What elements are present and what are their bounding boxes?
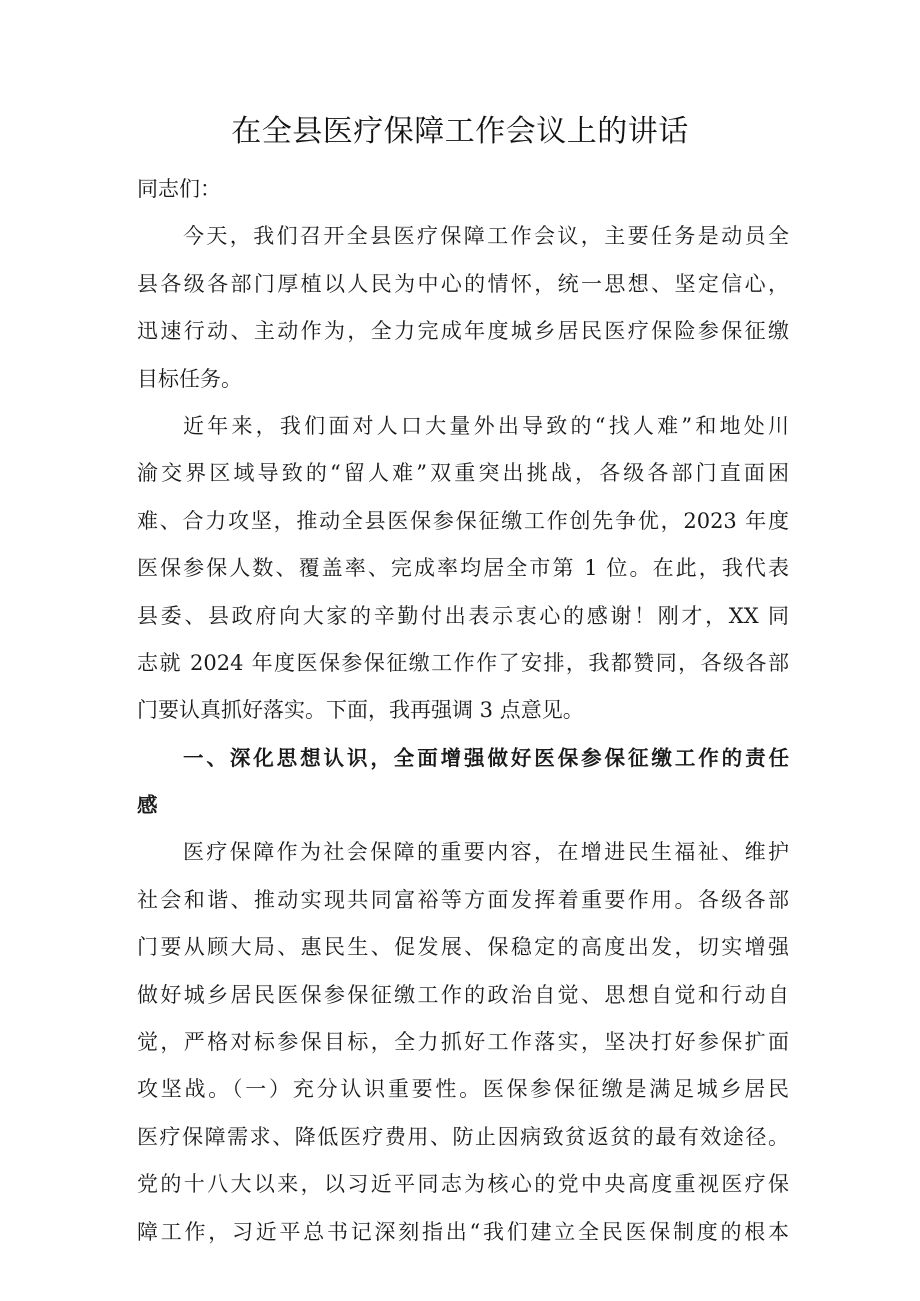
paragraph-line: 迅速行动、主动作为，全力完成年度城乡居民医疗保险参保征缴	[137, 319, 789, 344]
paragraph-line: 目标任务。	[137, 366, 242, 391]
paragraph-line: 障工作，习近平总书记深刻指出“我们建立全民医保制度的根本	[137, 1219, 789, 1244]
paragraph-line: 社会和谐、推动实现共同富裕等方面发挥着重要作用。各级各部	[137, 887, 789, 912]
paragraph-line: 医疗保障需求、降低医疗费用、防止因病致贫返贫的最有效途径。	[137, 1124, 789, 1149]
paragraph-line: 门要认真抓好落实。下面，我再强调 3 点意见。	[137, 698, 584, 723]
paragraph-line: 党的十八大以来，以习近平同志为核心的党中央高度重视医疗保	[137, 1172, 789, 1197]
paragraph-line: 县各级各部门厚植以人民为中心的情怀，统一思想、坚定信心，	[137, 271, 789, 296]
paragraph-line: 医保参保人数、覆盖率、完成率均居全市第 1 位。在此，我代表	[137, 556, 789, 581]
section-heading-line: 感	[137, 793, 158, 818]
salutation-line: 同志们：	[137, 177, 221, 201]
paragraph-line: 觉，严格对标参保目标，全力抓好工作落实，坚决打好参保扩面	[137, 1030, 789, 1055]
paragraph-line: 渝交界区域导致的“留人难”双重突出挑战，各级各部门直面困	[137, 461, 789, 486]
paragraph-line: 攻坚战。（一）充分认识重要性。医保参保征缴是满足城乡居民	[137, 1077, 789, 1102]
paragraph-line: 今天，我们召开全县医疗保障工作会议，主要任务是动员全	[183, 224, 789, 249]
document-body	[137, 166, 789, 1256]
paragraph-line: 县委、县政府向大家的辛勤付出表示衷心的感谢！刚才，XX 同	[137, 603, 789, 628]
paragraph-line: 做好城乡居民医保参保征缴工作的政治自觉、思想自觉和行动自	[137, 982, 789, 1007]
paragraph-line: 门要从顾大局、惠民生、促发展、保稳定的高度出发，切实增强	[137, 935, 789, 960]
paragraph-line: 难、合力攻坚，推动全县医保参保征缴工作创先争优，2023 年度	[137, 508, 789, 533]
paragraph-line: 近年来，我们面对人口大量外出导致的“找人难”和地处川	[183, 413, 789, 438]
paragraph-line: 志就 2024 年度医保参保征缴工作作了安排，我都赞同，各级各部	[137, 650, 789, 675]
section-heading-line: 一、深化思想认识，全面增强做好医保参保征缴工作的责任	[183, 745, 789, 770]
paragraph-line: 医疗保障作为社会保障的重要内容，在增进民生福祉、维护	[183, 840, 789, 865]
document-title: 在全县医疗保障工作会议上的讲话	[231, 114, 689, 149]
